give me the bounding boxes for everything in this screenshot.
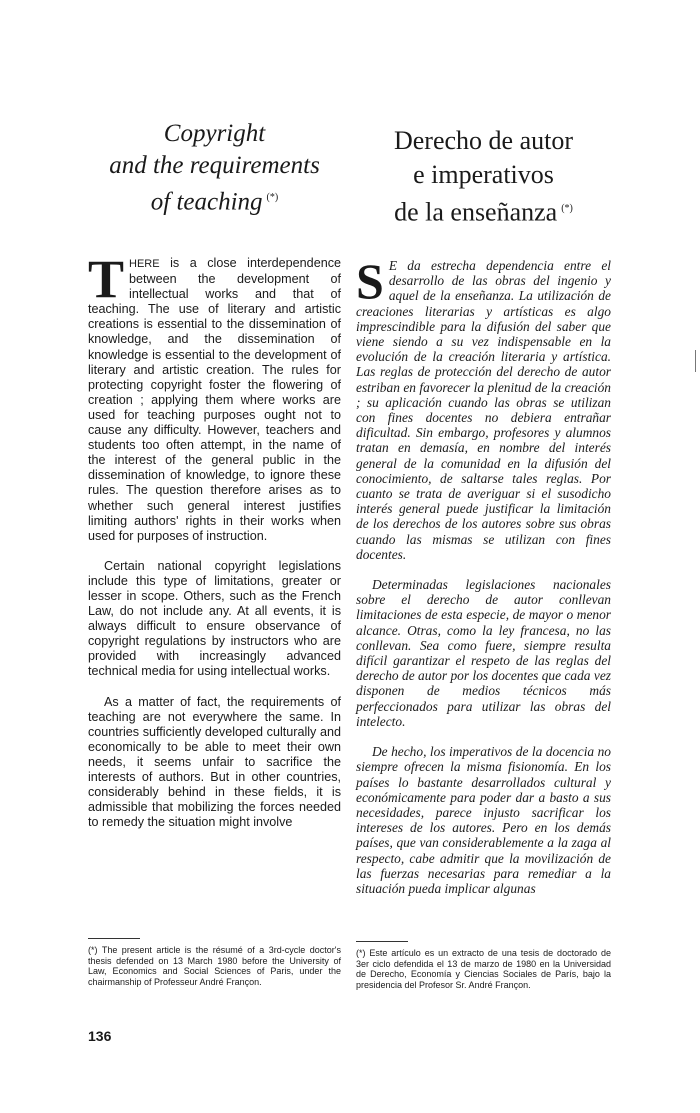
english-dropcap: T [88, 249, 125, 309]
english-body-column [88, 249, 341, 830]
spanish-title-line-3-text: de la enseñanza [394, 197, 558, 227]
english-title-line-2: and the requirements [109, 152, 320, 179]
spanish-body-column [356, 253, 611, 896]
english-lead-word: HERE [129, 258, 160, 270]
english-footnote-rule [88, 938, 140, 939]
english-title [88, 118, 341, 218]
spanish-title-line-3 [356, 192, 611, 230]
english-paragraph-3: As a matter of fact, the requirements of teaching are not everywhere the same. In countries sufficiently developed culturally and economically to be able to meet their own needs, it seems unfair to sacrifice the interests of authors. But in other countries, considerably behind in these fields, it is admissible that mobilizing the forces needed to remedy the situation might involve [88, 694, 341, 830]
spanish-dropcap: S [356, 253, 384, 309]
spanish-title-line-2: e imperativos [413, 160, 554, 189]
english-paragraph-1-text: is a close interdependence between the development of intellectual works and that of teaching. The use of literary and artistic creations is essential to the dissemination of knowledge, and the dissemination of knowledge is essential to the development of literary and artistic creation. The rules for protecting copyright foster the flowering of creation ; applying them where works are used for teaching purposes ought not to cause any difficulty. However, teachers and students too often attempt, in the name of the interest of the general public in the dissemination of knowledge, to ignore these rules. The question therefore arises as to whether such general interest justifies limiting authors' rights in their works when used for purposes of instruction. [88, 256, 341, 543]
scan-edge-mark [695, 350, 696, 372]
spanish-title [356, 124, 611, 230]
spanish-paragraph-1 [356, 253, 611, 562]
english-footnote: (*) The present article is the résumé of a 3rd-cycle doctor's thesis defended on 13 March 1980 before the University of Law, Economics and Social Sciences of Paris, under the chairmanship of Professeur André Françon. [88, 945, 341, 987]
spanish-paragraph-3: De hecho, los imperativos de la docencia no siempre ofrecen la misma fisionomía. En los países lo bastante desarrollados cultural y económicamente para poder dar a basto a sus necesidades, parece injusto sacrificar los intereses de los autores. Pero en los demás países, que van considerablemente a la zaga al respecto, cabe admitir que la movilización de las fuerzas necesarias para remediar a la situación pueda implicar algunas [356, 744, 611, 896]
english-title-line-3 [88, 182, 341, 218]
english-paragraph-1 [88, 249, 341, 544]
spanish-paragraph-2: Determinadas legislaciones nacionales sobre el derecho de autor conllevan limitaciones de esta especie, de mayor o menor alcance. Otras, como la ley francesa, no las conllevan. Sea como fuere, siempre resulta difícil garantizar el respeto de las reglas del derecho de autor por los docentes que cada vez disponen de medios técnicos más perfeccionados para utilizar las obras del intelecto. [356, 577, 611, 729]
spanish-title-line-1: Derecho de autor [393, 126, 574, 155]
spanish-lead-letter: E [388, 258, 397, 273]
english-title-footnote-marker[interactable]: (*) [266, 192, 279, 203]
english-title-line-1: Copyright [163, 120, 266, 147]
spanish-footnote: (*) Este artículo es un extracto de una tesis de doctorado de 3er ciclo defendida el 13 de marzo de 1980 en la Universidad de Derecho, Economía y Ciencias Sociales de París, bajo la presidencia del Profesor Sr. André Françon. [356, 948, 611, 990]
spanish-paragraph-1-text: da estrecha dependencia entre el desarrollo de las obras del ingenio y aquel de la enseñanza. La utilización de creaciones literarias y artísticas es algo imprescindible para la difusión del saber que viene siendo a su vez indispensable en la evolución de la creación literaria y artística. Las reglas de protección del derecho de autor estriban en favorecer la plenitud de la creación ; su aplicación cuando las obras se utilizan con fines docentes no debiera entrañar dificultad. Sin embargo, profesores y alumnos tratan en demasía, en nombre del interés general de la comunidad en la difusión del conocimiento, de saltarse tales reglas. Por cuanto se trata de averiguar si el susodicho interés general puede justificar la limitación de los derechos de los autores sobre sus obras cuando las mismas se utilizan con fines docentes. [356, 258, 611, 562]
english-paragraph-2: Certain national copyright legislations include this type of limitations, greater or lesser in scope. Others, such as the French Law, do not include any. At all events, it is always difficult to ensure observance of copyright regulations by instructors who are provided with increasingly advanced technical media for using intellectual works. [88, 558, 341, 679]
spanish-footnote-rule [356, 941, 408, 942]
spanish-title-footnote-marker[interactable]: (*) [561, 203, 573, 214]
page-number: 136 [88, 1028, 112, 1044]
english-title-line-3-text: of teaching [150, 188, 263, 216]
